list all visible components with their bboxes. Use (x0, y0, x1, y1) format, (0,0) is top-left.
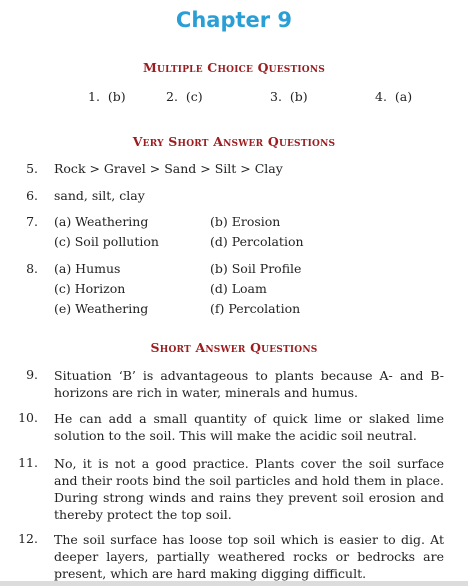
chapter-title: Chapter 9 (175, 8, 293, 32)
mcq-number: 2. (166, 89, 178, 104)
section-heading-sa: Short Answer Questions (150, 340, 318, 355)
question-number: 10. (18, 410, 38, 425)
mcq-answer-2 (166, 89, 203, 104)
question-number: 7. (26, 214, 38, 229)
mcq-answer-4 (375, 89, 412, 104)
answer-paragraph: Situation ‘B’ is advantageous to plants because A- and B- horizons are rich in water, minerals and humus. (54, 368, 444, 400)
question-number: 9. (26, 367, 38, 382)
answer-option: (d) Loam (210, 281, 267, 296)
section-heading-mcq: Multiple Choice Questions (143, 60, 325, 75)
mcq-answer-1 (88, 89, 126, 104)
mcq-number: 3. (270, 89, 282, 104)
page-bottom-edge (0, 581, 468, 586)
answer-option: (b) Erosion (210, 214, 281, 229)
question-number: 12. (18, 531, 38, 546)
question-number: 8. (26, 261, 38, 276)
answer-option: (d) Percolation (210, 234, 304, 249)
mcq-answer: (c) (185, 89, 203, 104)
answer-option: (a) Humus (54, 261, 121, 276)
answer-text: sand, silt, clay (54, 188, 145, 203)
answer-option: (a) Weathering (54, 214, 149, 229)
answer-paragraph: The soil surface has loose top soil which is easier to dig. At deeper layers, partially weathered rocks or bedrocks are present, which are hard making digging difficult. (54, 532, 444, 581)
question-number: 6. (26, 188, 38, 203)
answer-paragraph: He can add a small quantity of quick lime or slaked lime solution to the soil. This will make the acidic soil neutral. (54, 411, 444, 443)
mcq-answer: (b) (107, 89, 126, 104)
question-number: 5. (26, 161, 38, 176)
mcq-answer-3 (270, 89, 308, 104)
answer-option: (b) Soil Profile (210, 261, 302, 276)
answer-option: (f) Percolation (210, 301, 301, 316)
answer-option: (e) Weathering (54, 301, 149, 316)
mcq-answer: (a) (394, 89, 413, 104)
question-number: 11. (18, 455, 38, 470)
mcq-number: 1. (88, 89, 100, 104)
mcq-number: 4. (375, 89, 387, 104)
section-heading-vsa: Very Short Answer Questions (132, 134, 336, 149)
answer-paragraph: No, it is not a good practice. Plants cover the soil surface and their roots bind the soil particles and hold them in place. During strong winds and rains they prevent soil erosion and thereby protect the top soil. (54, 456, 444, 522)
mcq-answer: (b) (289, 89, 308, 104)
answer-option: (c) Soil pollution (54, 234, 159, 249)
answer-option: (c) Horizon (54, 281, 126, 296)
answer-text: Rock > Gravel > Sand > Silt > Clay (54, 161, 283, 176)
